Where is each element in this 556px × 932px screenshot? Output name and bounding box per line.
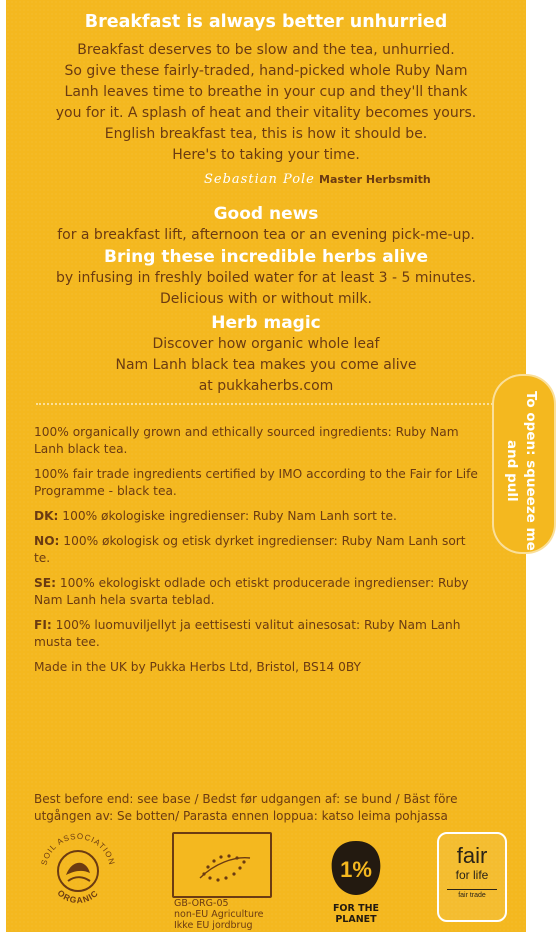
svg-text:SOIL ASSOCIATION (40, 832, 117, 866)
soil-association-icon (36, 829, 120, 913)
intro-line: So give these fairly-traded, hand-picked whole Ruby Nam (64, 63, 468, 79)
ingredient-text: 100% økologiske ingredienser: Ruby Nam Lanh sort te. (58, 509, 397, 523)
eu-organic-logo (172, 832, 272, 898)
percent-line: FOR THE (332, 903, 380, 914)
eu-leaf-icon (174, 834, 270, 896)
ingredient-text: Made in the UK by Pukka Herbs Ltd, Bristol, BS14 0BY (34, 660, 361, 674)
ingredient-text: 100% ekologiskt odlade och etiskt producerade ingredienser: Ruby Nam Lanh hela svarta teblad. (34, 576, 469, 607)
eu-code: GB-ORG-05 (174, 898, 229, 909)
good-news-text: for a breakfast lift, afternoon tea or an evening pick-me-up. (57, 227, 475, 243)
herbs-line: Delicious with or without milk. (160, 291, 372, 307)
good-news-heading: Good news (213, 204, 319, 224)
lang-code: SE: (34, 576, 56, 590)
one-percent-for-planet-logo (324, 839, 388, 929)
tab-line: To open: squeeze me (523, 391, 539, 551)
headline: Breakfast is always better unhurried (84, 12, 448, 32)
lang-code: FI: (34, 618, 52, 632)
intro-line: Lanh leaves time to breathe in your cup and they'll thank (64, 84, 468, 100)
intro-line: Breakfast deserves to be slow and the tea, unhurried. (77, 42, 455, 58)
percent-line: PLANET (335, 914, 377, 925)
herbs-heading: Bring these incredible herbs alive (103, 247, 428, 267)
herb-magic-heading: Herb magic (211, 313, 321, 333)
best-before-text: Best before end: see base / Bedst før udgangen af: se bund / Bäst före utgången av: Se botten/ Parasta ennen loppua: katso leima pohjassa (34, 792, 458, 823)
fair-for-life-logo (437, 832, 507, 922)
ingredient-text: 100% organically grown and ethically sourced ingredients: Ruby Nam Lanh black tea. (34, 425, 459, 456)
ingredient-text: 100% økologisk og etisk dyrket ingredienser: Ruby Nam Lanh sort te. (34, 534, 466, 565)
eu-line: Ikke EU jordbrug (174, 920, 253, 931)
ingredient-text: 100% fair trade ingredients certified by IMO according to the Fair for Life Programme - black tea. (34, 467, 478, 498)
magic-line: at pukkaherbs.com (198, 378, 334, 394)
magic-line: Nam Lanh black tea makes you come alive (115, 357, 417, 373)
tab-line: and pull (504, 440, 520, 502)
fair-divider (447, 889, 497, 890)
lang-code: NO: (34, 534, 60, 548)
tea-box-back-panel (6, 0, 539, 932)
fair-line: fair trade (458, 892, 486, 899)
ingredient-text: 100% luomuviljellyt ja eettisesti valitut ainesosat: Ruby Nam Lanh musta tee. (34, 618, 461, 649)
intro-line: English breakfast tea, this is how it should be. (104, 126, 428, 142)
eu-line: non-EU Agriculture (174, 909, 264, 920)
signature-title: Master Herbsmith (319, 173, 431, 186)
herbs-line: by infusing in freshly boiled water for at least 3 - 5 minutes. (56, 270, 476, 286)
fair-line: for life (455, 868, 489, 882)
soil-association-logo (36, 829, 120, 913)
magic-line: Discover how organic whole leaf (152, 336, 380, 352)
eu-certification-text (174, 898, 264, 931)
certification-badges (6, 0, 526, 932)
signature: Sebastian Pole (204, 172, 315, 187)
fair-word: fair (456, 843, 488, 868)
lang-code: DK: (34, 509, 59, 523)
intro-line: you for it. A splash of heat and their vitality becomes yours. (55, 105, 477, 121)
soil-bottom-text: ORGANIC (55, 887, 101, 906)
one-percent-icon (324, 839, 388, 897)
intro-line: Here's to taking your time. (172, 147, 360, 163)
soil-top-text: SOIL ASSOCIATION (39, 831, 117, 867)
percent-value: 1% (340, 857, 372, 882)
